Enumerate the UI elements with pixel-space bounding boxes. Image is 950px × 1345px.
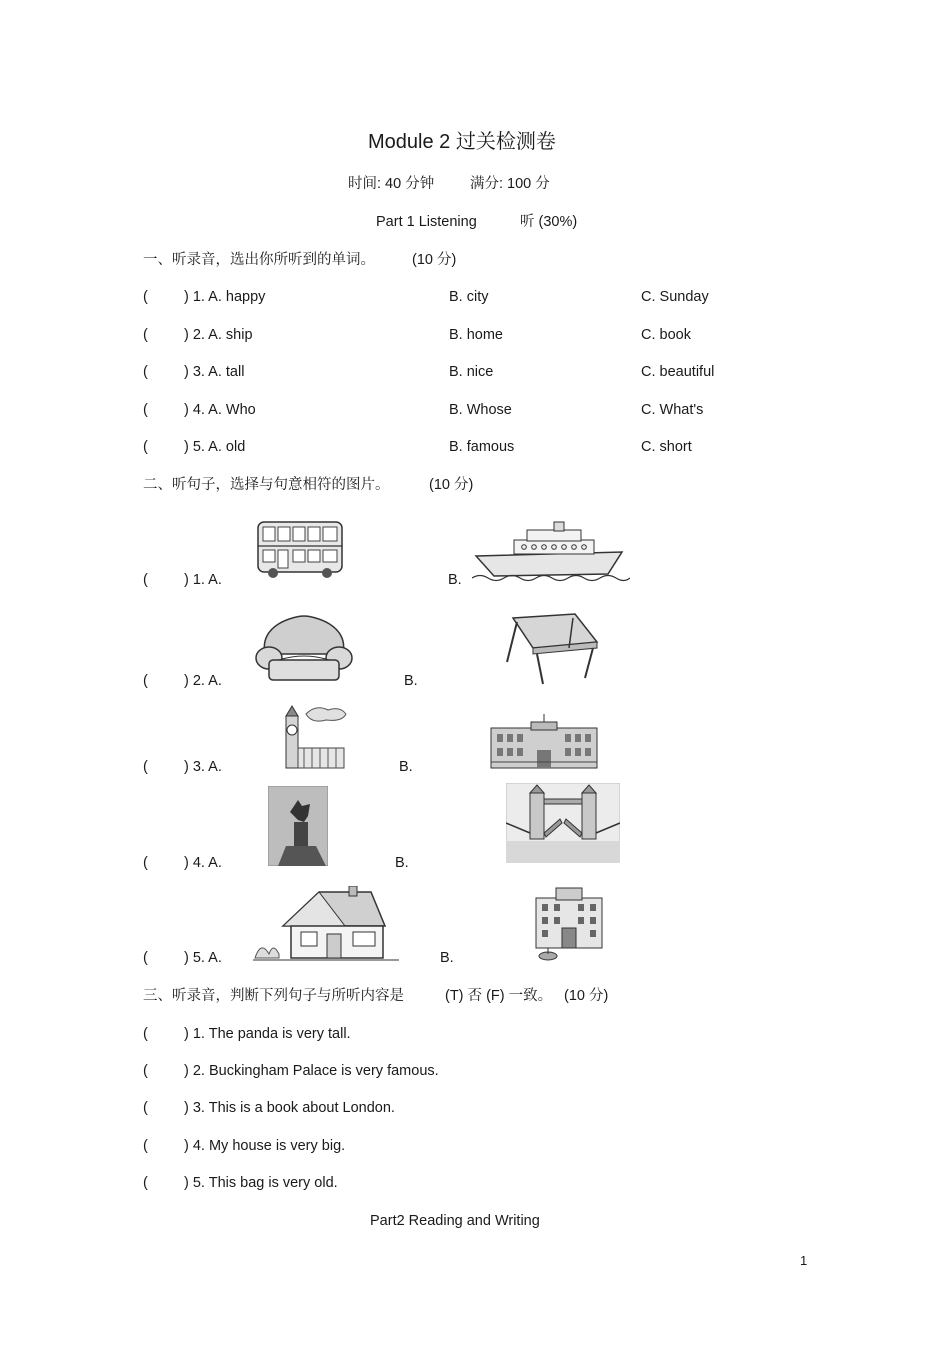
house-icon[interactable] — [253, 886, 399, 962]
s3-item2: ) 2. Buckingham Palace is very famous. — [184, 1063, 439, 1079]
ship-icon[interactable] — [472, 520, 630, 582]
answer-paren[interactable]: ( — [143, 289, 148, 305]
s2-item3-b: B. — [399, 759, 413, 775]
answer-paren[interactable]: ( — [143, 673, 148, 689]
s3-item5: ) 5. This bag is very old. — [184, 1175, 338, 1191]
building-icon[interactable] — [530, 886, 608, 962]
s1-item5-b: B. famous — [449, 439, 515, 455]
s1-item3-c: C. beautiful — [641, 364, 715, 380]
double-decker-bus-icon[interactable] — [255, 518, 345, 580]
part2-label: Part2 Reading and Writing — [370, 1213, 540, 1229]
answer-paren[interactable]: ( — [143, 759, 148, 775]
section3-tf: (T) 否 (F) 一致。 — [445, 988, 553, 1004]
s2-item2-a: ) 2. A. — [184, 673, 222, 689]
section3-points: (10 分) — [564, 988, 609, 1004]
s1-item2-a: ) 2. A. ship — [184, 327, 253, 343]
s3-item1: ) 1. The panda is very tall. — [184, 1026, 351, 1042]
part1-label: Part 1 Listening — [376, 214, 477, 230]
s2-item1-b: B. — [448, 572, 462, 588]
s1-item4-b: B. Whose — [449, 402, 512, 418]
s2-item4-a: ) 4. A. — [184, 855, 222, 871]
s1-item5-c: C. short — [641, 439, 692, 455]
sofa-icon[interactable] — [255, 614, 353, 684]
s1-item1-b: B. city — [449, 289, 489, 305]
s1-item3-a: ) 3. A. tall — [184, 364, 245, 380]
s1-item3-b: B. nice — [449, 364, 494, 380]
exam-score: 满分: 100 分 — [470, 176, 550, 192]
s1-item2-c: C. book — [641, 327, 691, 343]
answer-paren[interactable]: ( — [143, 439, 148, 455]
answer-paren[interactable]: ( — [143, 1063, 148, 1079]
section3-heading: 三、听录音，判断下列句子与所听内容是 — [143, 988, 404, 1004]
s1-item1-a: ) 1. A. happy — [184, 289, 266, 305]
answer-paren[interactable]: ( — [143, 1138, 148, 1154]
page-title: Module 2 过关检测卷 — [368, 131, 556, 153]
s2-item4-b: B. — [395, 855, 409, 871]
answer-paren[interactable]: ( — [143, 855, 148, 871]
answer-paren[interactable]: ( — [143, 572, 148, 588]
tower-bridge-icon[interactable] — [506, 783, 620, 863]
s2-item5-a: ) 5. A. — [184, 950, 222, 966]
s1-item5-a: ) 5. A. old — [184, 439, 246, 455]
section1-heading: 一、听录音，选出你所听到的单词。 — [143, 252, 375, 268]
big-ben-icon[interactable] — [270, 704, 348, 772]
answer-paren[interactable]: ( — [143, 1100, 148, 1116]
answer-paren[interactable]: ( — [143, 950, 148, 966]
s3-item4: ) 4. My house is very big. — [184, 1138, 346, 1154]
s2-item5-b: B. — [440, 950, 454, 966]
answer-paren[interactable]: ( — [143, 327, 148, 343]
s1-item4-a: ) 4. A. Who — [184, 402, 256, 418]
section1-points: (10 分) — [412, 252, 457, 268]
answer-paren[interactable]: ( — [143, 1175, 148, 1191]
s1-item2-b: B. home — [449, 327, 503, 343]
s3-item3: ) 3. This is a book about London. — [184, 1100, 395, 1116]
s1-item1-c: C. Sunday — [641, 289, 709, 305]
palace-icon[interactable] — [489, 714, 599, 770]
exam-time: 时间: 40 分钟 — [348, 176, 435, 192]
answer-paren[interactable]: ( — [143, 364, 148, 380]
statue-icon[interactable] — [268, 786, 328, 866]
desk-icon[interactable] — [503, 612, 599, 686]
answer-paren[interactable]: ( — [143, 1026, 148, 1042]
part1-cn: 听 (30%) — [520, 214, 578, 230]
section2-heading: 二、听句子，选择与句意相符的图片。 — [143, 477, 390, 493]
answer-paren[interactable]: ( — [143, 402, 148, 418]
s1-item4-c: C. What's — [641, 402, 704, 418]
section2-points: (10 分) — [429, 477, 474, 493]
s2-item3-a: ) 3. A. — [184, 759, 222, 775]
s2-item2-b: B. — [404, 673, 418, 689]
s2-item1-a: ) 1. A. — [184, 572, 222, 588]
page-number: 1 — [800, 1253, 808, 1268]
